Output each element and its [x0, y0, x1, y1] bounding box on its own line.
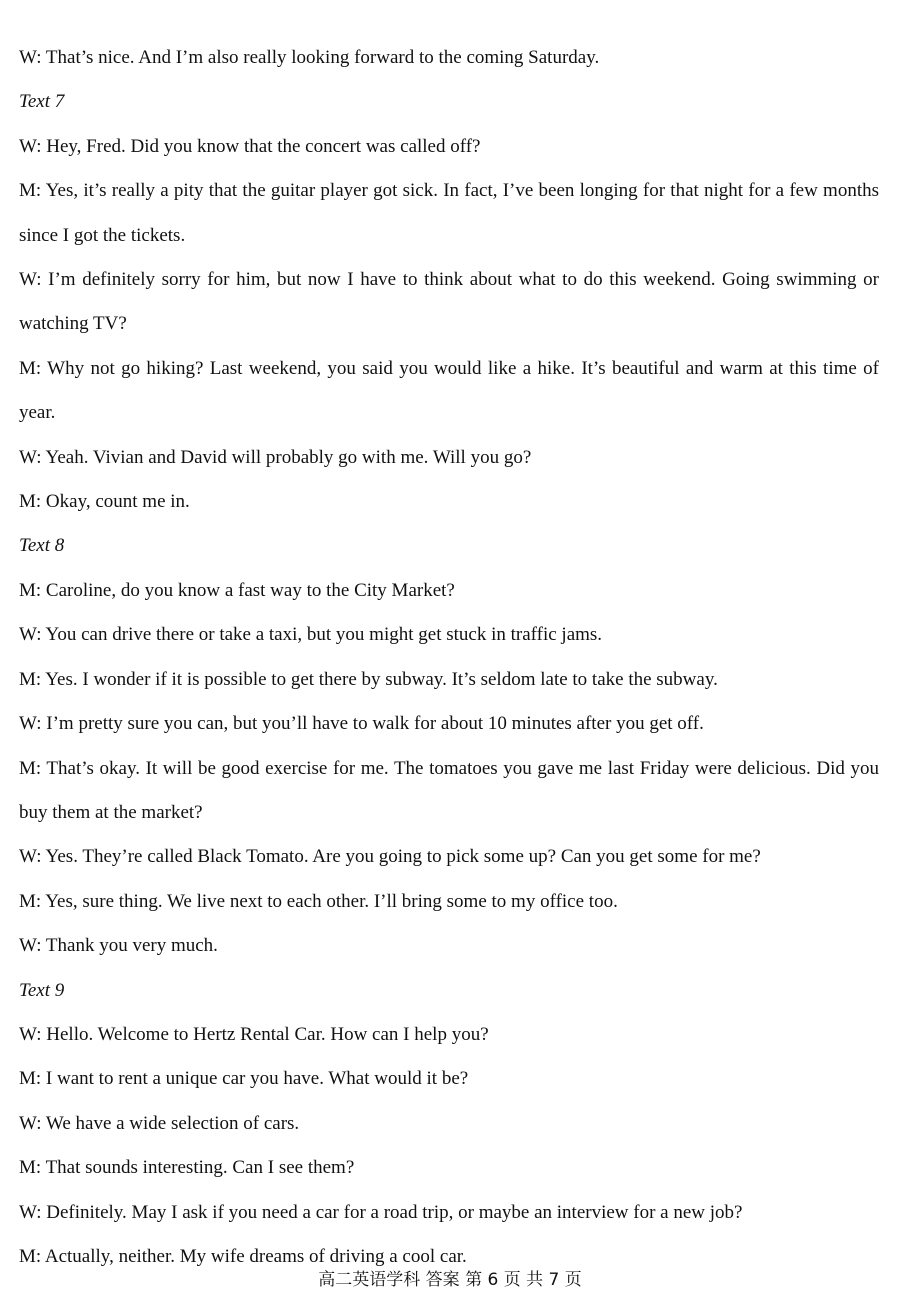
dialogue-line: M: Why not go hiking? Last weekend, you said you would like a hike. It’s beautiful and warm at this time of year. [19, 357, 879, 424]
section-heading-text-9: Text 9 [19, 979, 65, 1001]
dialogue-line: W: Hey, Fred. Did you know that the concert was called off? [19, 135, 481, 157]
dialogue-line: W: Definitely. May I ask if you need a car for a road trip, or maybe an interview for a new job? [19, 1201, 743, 1223]
dialogue-line: W: Hello. Welcome to Hertz Rental Car. How can I help you? [19, 1023, 489, 1045]
dialogue-line: M: Yes, it’s really a pity that the guitar player got sick. In fact, I’ve been longing for that night for a few months since I got the tickets. [19, 180, 879, 246]
dialogue-line: W: Thank you very much. [19, 935, 218, 957]
dialogue-line: M: Actually, neither. My wife dreams of driving a cool car. [19, 1245, 467, 1267]
dialogue-line: M: Yes, sure thing. We live next to each other. I’ll bring some to my office too. [19, 890, 618, 912]
dialogue-line: M: I want to rent a unique car you have. What would it be? [19, 1068, 469, 1090]
dialogue-line: M: That’s okay. It will be good exercise for me. The tomatoes you gave me last Friday were delicious. Did you buy them at the market? [19, 757, 879, 823]
dialogue-line: W: I’m pretty sure you can, but you’ll have to walk for about 10 minutes after you get off. [19, 713, 704, 735]
dialogue-line: W: You can drive there or take a taxi, but you might get stuck in traffic jams. [19, 624, 603, 646]
section-heading-text-8: Text 8 [19, 535, 65, 557]
dialogue-line: M: Okay, count me in. [19, 491, 190, 513]
dialogue-line: W: I’m definitely sorry for him, but now I have to think about what to do this weekend. Going swimming or watching TV? [19, 269, 879, 335]
dialogue-line: M: Caroline, do you know a fast way to the City Market? [19, 579, 455, 601]
dialogue-line: W: We have a wide selection of cars. [19, 1112, 300, 1134]
document-body [19, 36, 879, 1279]
section-heading-text-7: Text 7 [19, 91, 65, 113]
dialogue-line: W: That’s nice. And I’m also really looking forward to the coming Saturday. [19, 47, 600, 68]
dialogue-line: M: That sounds interesting. Can I see them? [19, 1157, 355, 1179]
dialogue-line: M: Yes. I wonder if it is possible to get there by subway. It’s seldom late to take the subway. [19, 668, 718, 690]
dialogue-line: W: Yes. They’re called Black Tomato. Are you going to pick some up? Can you get some for me? [19, 846, 761, 868]
dialogue-line: W: Yeah. Vivian and David will probably go with me. Will you go? [19, 446, 532, 468]
page-footer: 高二英语学科 答案 第 6 页 共 7 页 [318, 1270, 582, 1290]
